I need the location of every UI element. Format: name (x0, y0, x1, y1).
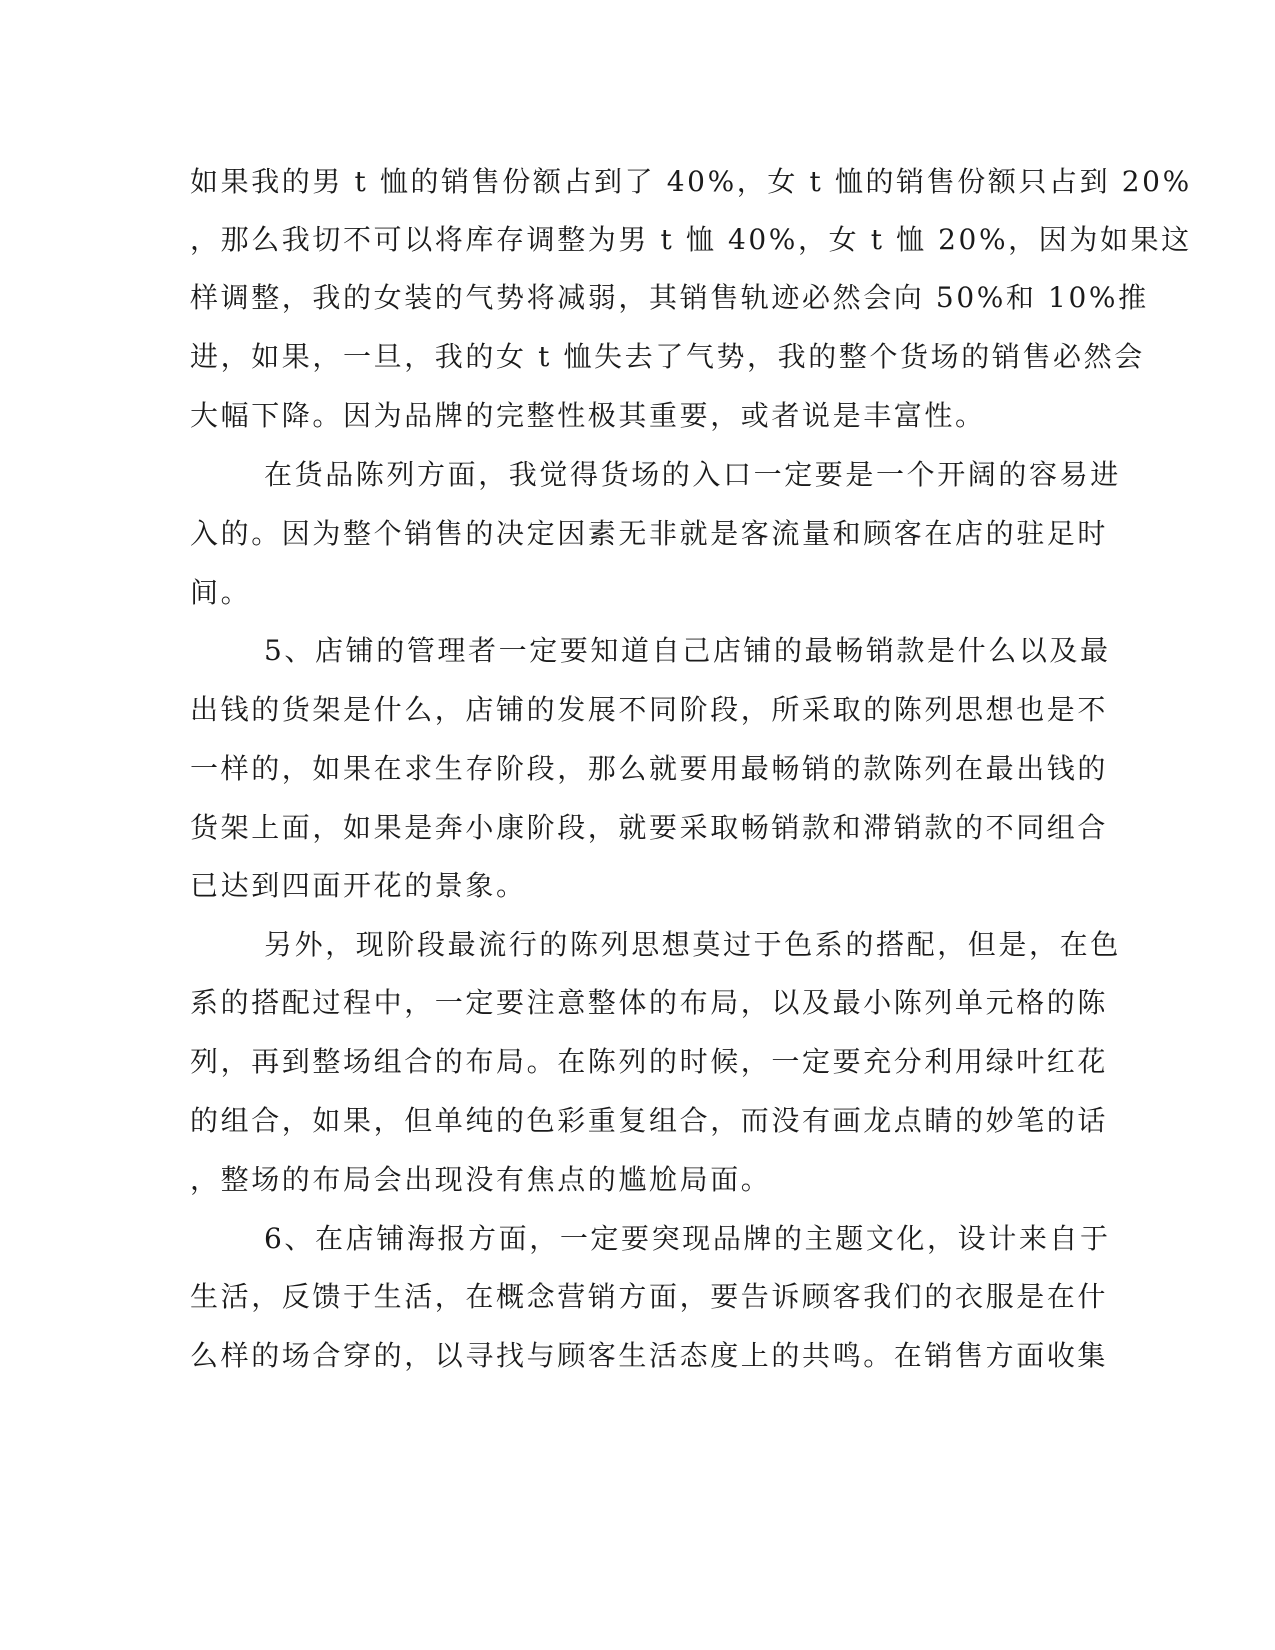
text-line (0, 1099, 1275, 1143)
text-line-content: 生活，反馈于生活，在概念营销方面，要告诉顾客我们的衣服是在什 (190, 1280, 1109, 1313)
text-line (0, 981, 1275, 1025)
text-line (0, 1217, 1275, 1261)
text-line-content: 么样的场合穿的，以寻找与顾客生活态度上的共鸣。在销售方面收集 (190, 1339, 1109, 1372)
text-line (0, 1040, 1275, 1084)
text-line (0, 453, 1275, 497)
text-line-content: 入的。因为整个销售的决定因素无非就是客流量和顾客在店的驻足时 (190, 517, 1109, 550)
text-line-content: 另外，现阶段最流行的陈列思想莫过于色系的搭配，但是，在色 (264, 928, 1121, 961)
text-line-content: 如果我的男 t 恤的销售份额占到了 40%，女 t 恤的销售份额只占到 20% (190, 165, 1192, 198)
text-line (0, 218, 1275, 262)
text-line-content: 5、店铺的管理者一定要知道自己店铺的最畅销款是什么以及最 (264, 634, 1111, 667)
text-line (0, 160, 1275, 204)
text-line (0, 512, 1275, 556)
text-line (0, 1158, 1275, 1202)
text-line-content: 在货品陈列方面，我觉得货场的入口一定要是一个开阔的容易进 (264, 458, 1121, 491)
text-line-content: 系的搭配过程中，一定要注意整体的布局，以及最小陈列单元格的陈 (190, 986, 1109, 1019)
text-line (0, 335, 1275, 379)
text-line-content: 样调整，我的女装的气势将减弱，其销售轨迹必然会向 50%和 10%推 (190, 281, 1149, 314)
text-line (0, 629, 1275, 673)
text-line-content: 6、在店铺海报方面，一定要突现品牌的主题文化，设计来自于 (264, 1222, 1111, 1255)
text-line (0, 688, 1275, 732)
text-line-content: 大幅下降。因为品牌的完整性极其重要，或者说是丰富性。 (190, 399, 986, 432)
text-line-content: 间。 (190, 576, 252, 609)
text-line (0, 864, 1275, 908)
text-line-content: 一样的，如果在求生存阶段，那么就要用最畅销的款陈列在最出钱的 (190, 752, 1109, 785)
text-line (0, 394, 1275, 438)
text-line (0, 1334, 1275, 1378)
text-line (0, 571, 1275, 615)
text-line-content: ，那么我切不可以将库存调整为男 t 恤 40%，女 t 恤 20%，因为如果这 (190, 223, 1192, 256)
text-line (0, 276, 1275, 320)
text-line-content: 的组合，如果，但单纯的色彩重复组合，而没有画龙点睛的妙笔的话 (190, 1104, 1109, 1137)
text-line-content: ，整场的布局会出现没有焦点的尴尬局面。 (190, 1163, 772, 1196)
text-line-content: 出钱的货架是什么，店铺的发展不同阶段，所采取的陈列思想也是不 (190, 693, 1109, 726)
text-line-content: 货架上面，如果是奔小康阶段，就要采取畅销款和滞销款的不同组合 (190, 811, 1109, 844)
text-line (0, 806, 1275, 850)
text-line-content: 列，再到整场组合的布局。在陈列的时候，一定要充分利用绿叶红花 (190, 1045, 1109, 1078)
text-line-content: 进，如果，一旦，我的女 t 恤失去了气势，我的整个货场的销售必然会 (190, 340, 1145, 373)
text-line (0, 747, 1275, 791)
text-line-content: 已达到四面开花的景象。 (190, 869, 527, 902)
text-line (0, 923, 1275, 967)
text-line (0, 1275, 1275, 1319)
